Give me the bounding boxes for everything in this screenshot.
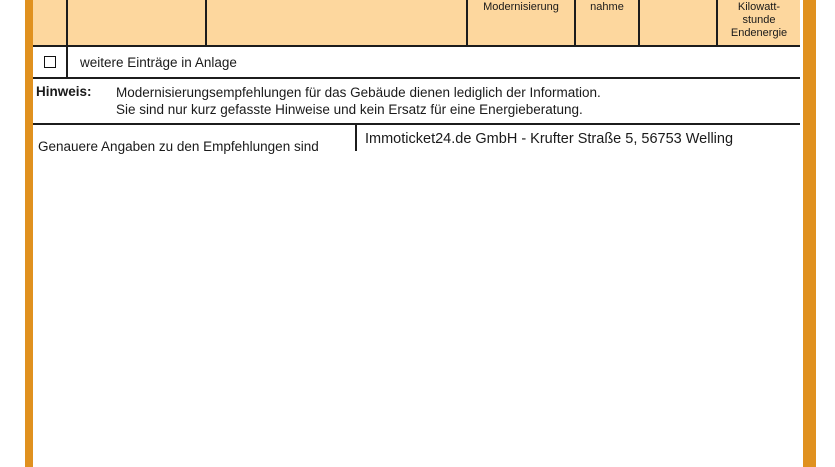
header-beschreibung-cell [207,0,468,45]
footer-left-text: Genauere Angaben zu den Empfehlungen sind [33,125,357,151]
header-modernisierung-cell [468,0,576,45]
page-frame-left [25,0,33,467]
footer-section [33,125,800,154]
header-empty-cell [640,0,718,45]
header-nahme-cell [576,0,640,45]
modernisierungsempfehlungen-table [33,0,800,154]
hinweis-section [33,79,800,125]
hinweis-line2: Sie sind nur kurz gefasste Hinweise und kein Ersatz für eine Energieberatung. [116,102,583,117]
header-nr-cell [33,0,68,45]
hinweis-line1: Modernisierungsempfehlungen für das Gebäude dienen lediglich der Information. [116,85,601,100]
header-kilowattstunde-label: Kilowatt- stunde Endenergie [730,1,788,39]
header-nahme-label: nahme [590,1,624,13]
header-modernisierung-label: Modernisierung [483,1,559,13]
weitere-checkbox-cell [33,47,68,77]
header-kilowattstunde-cell [718,0,800,45]
page-frame-right [803,0,816,467]
table-header-row [33,0,800,47]
footer-issuer-text: Immoticket24.de GmbH - Krufter Straße 5, 56753 Welling [365,131,734,147]
weitere-eintraege-checkbox [44,56,56,68]
hinweis-text [116,84,601,123]
header-massnahme-cell [68,0,207,45]
weitere-eintraege-row [33,47,800,79]
hinweis-label: Hinweis: [36,84,92,99]
weitere-eintraege-label: weitere Einträge in Anlage [80,54,237,70]
